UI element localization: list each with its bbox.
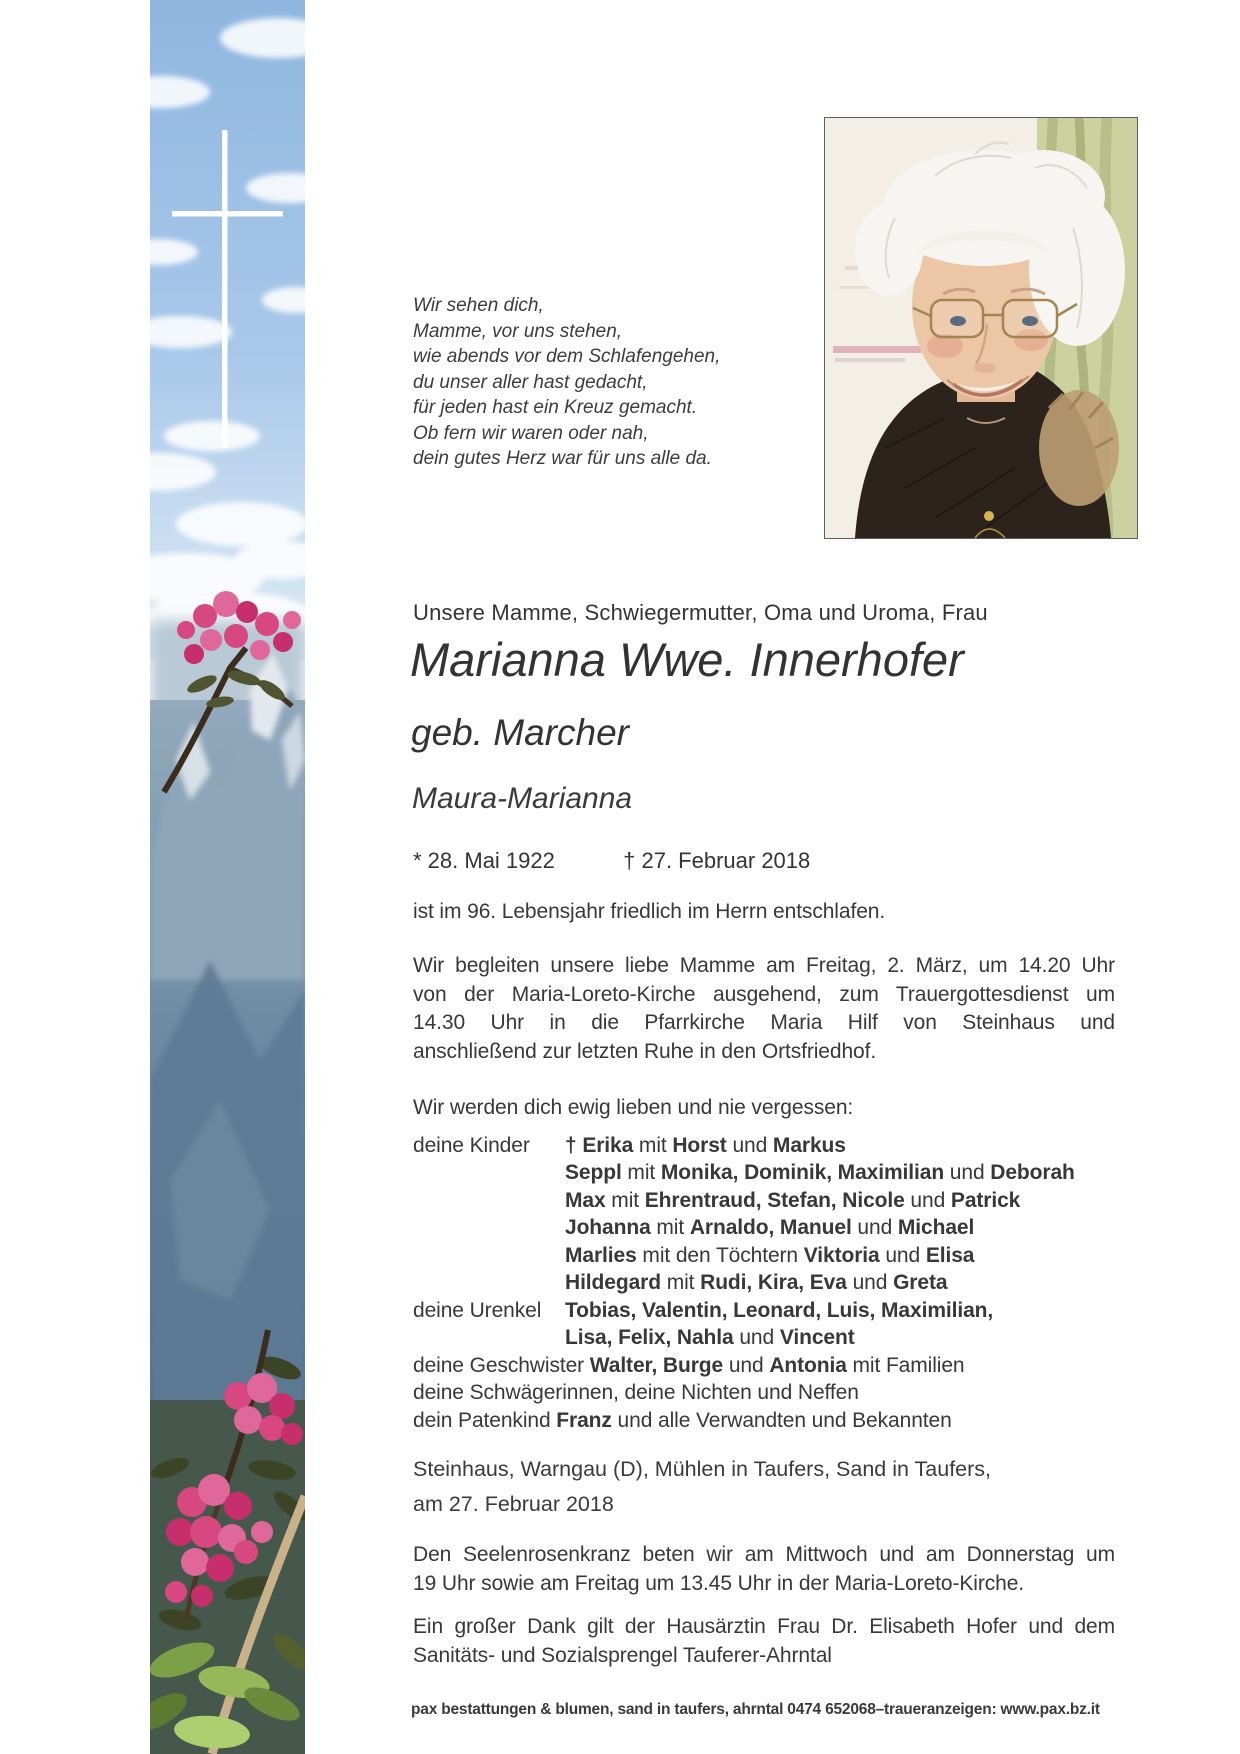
family-row (413, 1269, 1133, 1297)
memorial-strip-image (150, 0, 305, 1754)
family-row-names: dein Patenkind Franz und alle Verwandten und Bekannten (413, 1408, 952, 1432)
thanks-line: Ein großer Dank gilt der Hausärztin Frau Dr. Elisabeth Hofer und dem (413, 1615, 1115, 1638)
deceased-name: Marianna Wwe. Innerhofer (410, 633, 964, 686)
family-row (413, 1187, 1133, 1215)
remembrance-line: Wir werden dich ewig lieben und nie vergessen: (413, 1096, 854, 1119)
rosary-line: 19 Uhr sowie am Freitag um 13.45 Uhr in der Maria-Loreto-Kirche. (413, 1571, 1025, 1595)
family-row-label (413, 1214, 565, 1242)
thanks-line: Sanitäts- und Sozialsprengel Tauferer-Ahrntal (413, 1643, 832, 1667)
family-row-label (413, 1187, 565, 1215)
family-row-label: deine Kinder (413, 1133, 530, 1157)
poem-line: Ob fern wir waren oder nah, (413, 422, 649, 444)
announcement-line: von der Maria-Loreto-Kirche ausgehend, zum Trauergottesdienst um (413, 982, 1115, 1006)
family-row-label (413, 1269, 565, 1297)
portrait-photo (824, 117, 1138, 539)
family-row-names: Tobias, Valentin, Leonard, Luis, Maximilian, (565, 1298, 994, 1322)
portrait-of-deceased (825, 118, 1137, 538)
family-row-names: Johanna mit Arnaldo, Manuel und Michael (565, 1216, 975, 1239)
life-dates (413, 848, 810, 874)
family-row (413, 1352, 1133, 1380)
date-line: am 27. Februar 2018 (413, 1492, 614, 1516)
rosary-notice (413, 1541, 1115, 1598)
deceased-alt-name: Maura-Marianna (412, 782, 633, 815)
poem-line: Wir sehen dich, (413, 295, 544, 316)
passing-line: ist im 96. Lebensjahr friedlich im Herrn entschlafen. (413, 900, 886, 923)
family-rows (413, 1132, 1133, 1435)
place-and-date (413, 1452, 991, 1522)
family-row (413, 1132, 1133, 1160)
family-row-names: deine Schwägerinnen, deine Nichten und Neffen (413, 1381, 859, 1404)
family-row (413, 1159, 1133, 1187)
announcement-line: anschließend zur letzten Ruhe in den Ortsfriedhof. (413, 1039, 877, 1063)
family-row-names: deine Geschwister Walter, Burge und Antonia mit Familien (413, 1353, 965, 1377)
announcement-line: 14.30 Uhr in die Pfarrkirche Maria Hilf von Steinhaus und (413, 1011, 1115, 1034)
family-row-label: deine Urenkel (413, 1298, 542, 1322)
announcement-line: Wir begleiten unsere liebe Mamme am Freitag, 2. März, um 14.20 Uhr (413, 954, 1115, 977)
family-row (413, 1379, 1133, 1407)
family-row-names: Hildegard mit Rudi, Kira, Eva und Greta (565, 1271, 948, 1294)
family-row-label (413, 1159, 565, 1187)
intro-line: Unsere Mamme, Schwiegermutter, Oma und Uroma, Frau (413, 600, 988, 625)
memorial-poem (413, 293, 720, 472)
funeral-home-footer: pax bestattungen & blumen, sand in taufers, ahrntal 0474 652068–traueranzeigen: www.pax.bz.it (411, 1701, 1100, 1718)
family-row (413, 1214, 1133, 1242)
deceased-birth-name: geb. Marcher (411, 712, 629, 753)
family-row-names: Seppl mit Monika, Dominik, Maximilian und Deborah (565, 1161, 1075, 1184)
cross-and-flowers-image (150, 0, 305, 1754)
family-row (413, 1242, 1133, 1270)
death-date: † 27. Februar 2018 (623, 848, 811, 873)
rosary-line: Den Seelenrosenkranz beten wir am Mittwoch und am Donnerstag um (413, 1543, 1115, 1566)
poem-line: für jeden hast ein Kreuz gemacht. (413, 397, 698, 418)
poem-line: wie abends vor dem Schlafengehen, (413, 346, 721, 367)
family-row (413, 1407, 1133, 1435)
funeral-announcement (413, 952, 1115, 1066)
family-row-names: Marlies mit den Töchtern Viktoria und Elisa (565, 1243, 975, 1267)
poem-line: du unser aller hast gedacht, (413, 371, 648, 393)
family-row-names: Max mit Ehrentraud, Stefan, Nicole und Patrick (565, 1188, 1021, 1212)
family-row-label (413, 1324, 565, 1352)
poem-line: dein gutes Herz war für uns alle da. (413, 448, 712, 469)
family-row-names: † Erika mit Horst und Markus (565, 1133, 846, 1157)
poem-line: Mamme, vor uns stehen, (413, 320, 623, 342)
birth-date: * 28. Mai 1922 (413, 848, 555, 873)
place-line: Steinhaus, Warngau (D), Mühlen in Taufers, Sand in Taufers, (413, 1457, 992, 1481)
family-row (413, 1297, 1133, 1325)
family-row (413, 1324, 1133, 1352)
mourning-family-list (413, 1094, 1133, 1434)
family-row-names: Lisa, Felix, Nahla und Vincent (565, 1326, 855, 1349)
thanks-note (413, 1613, 1115, 1670)
family-row-label (413, 1242, 565, 1270)
